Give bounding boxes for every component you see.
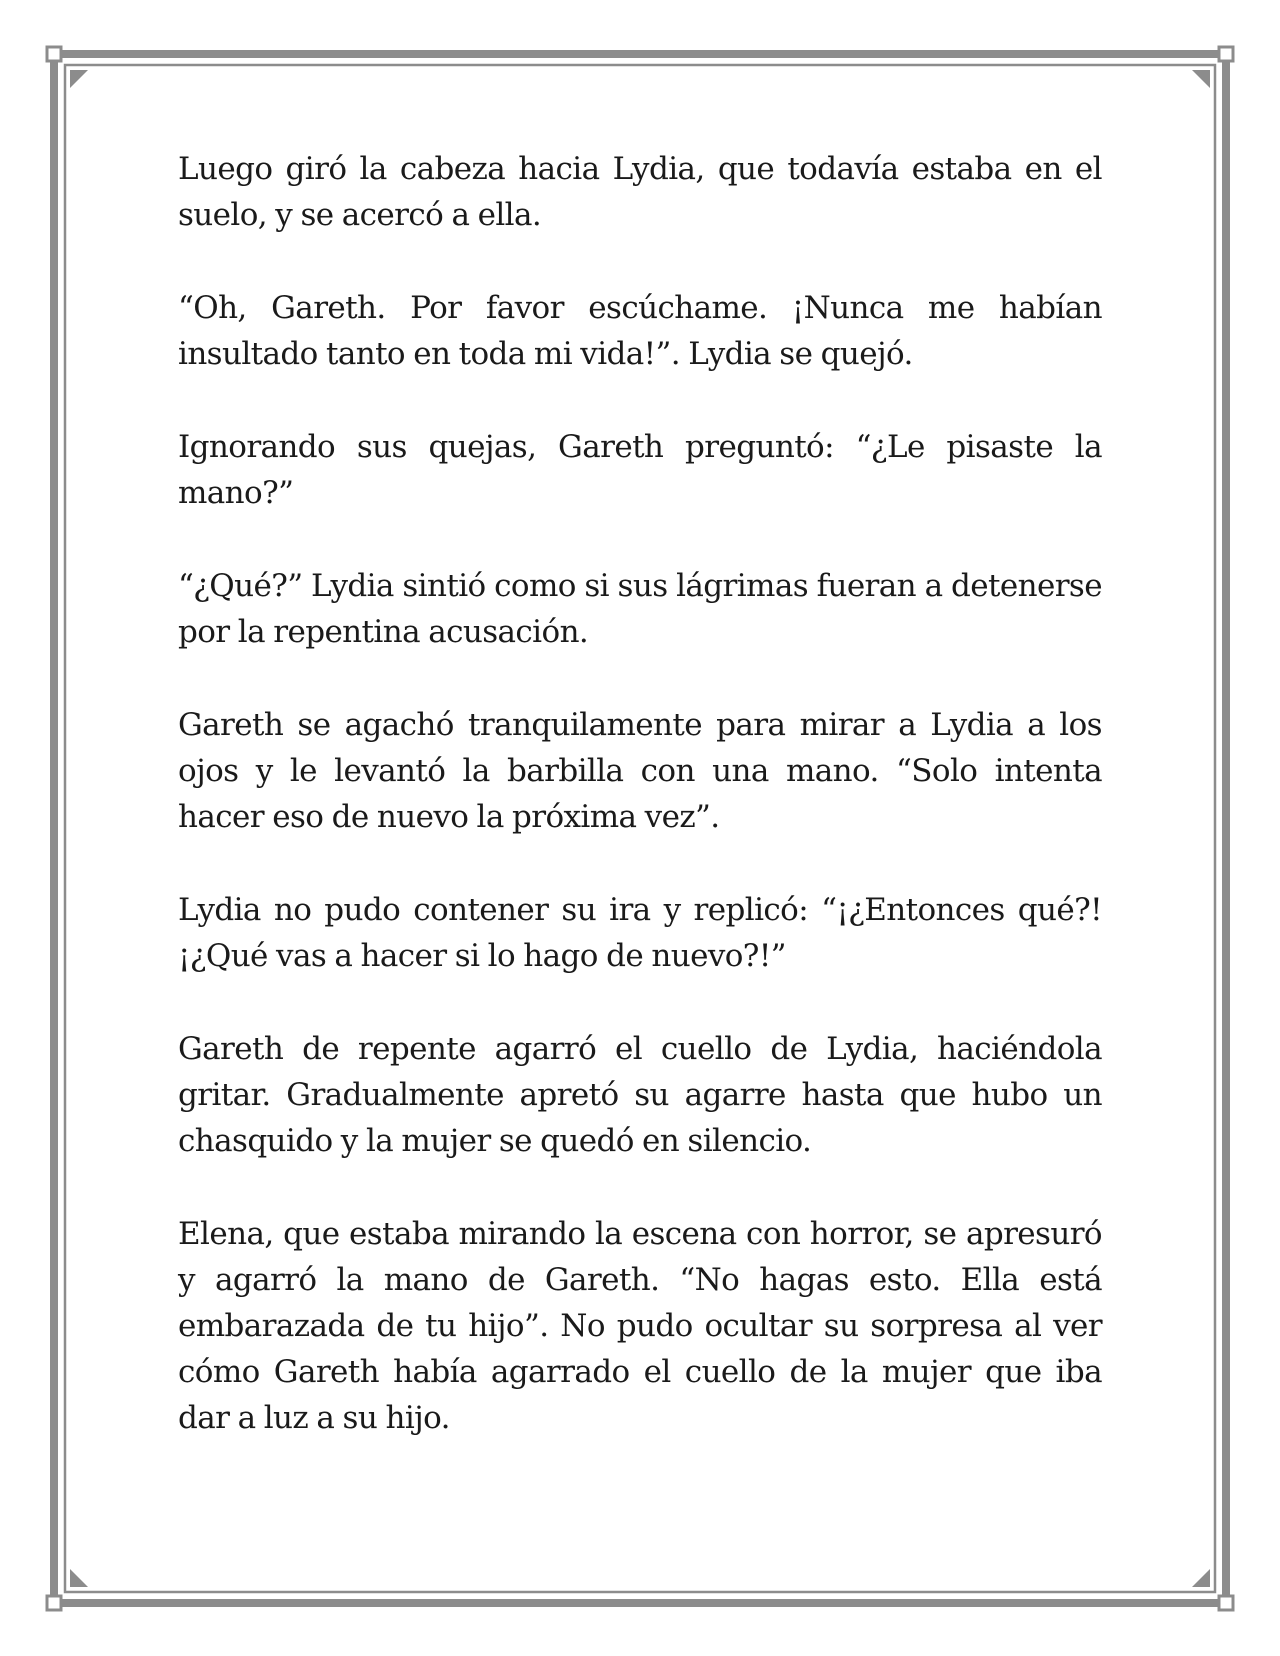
corner-ornament-bottom-left <box>47 1596 61 1610</box>
paragraph: “Oh, Gareth. Por favor escúchame. ¡Nunca me habían insultado tanto en toda mi vida!”. Lydia se quejó. <box>178 290 1102 372</box>
paragraph: Ignorando sus quejas, Gareth preguntó: “¿Le pisaste la mano?” <box>178 429 1102 511</box>
paragraph: Lydia no pudo contener su ira y replicó: “¡¿Entonces qué?! ¡¿Qué vas a hacer si lo hago de nuevo?!” <box>178 892 1102 974</box>
corner-triangle-top-right <box>1192 70 1210 88</box>
corner-ornament-bottom-right <box>1219 1596 1233 1610</box>
page-text <box>178 146 1102 1488</box>
corner-triangle-bottom-right <box>1192 1569 1210 1587</box>
corner-ornament-top-right <box>1219 47 1233 61</box>
paragraph: Gareth de repente agarró el cuello de Lydia, haciéndola gritar. Gradualmente apretó su agarre hasta que hubo un chasquido y la mujer se quedó en silencio. <box>178 1031 1102 1159</box>
paragraph: Gareth se agachó tranquilamente para mirar a Lydia a los ojos y le levantó la barbilla con una mano. “Solo intenta hacer eso de nuevo la próxima vez”. <box>178 707 1102 835</box>
corner-triangle-bottom-left <box>70 1569 88 1587</box>
paragraph: Luego giró la cabeza hacia Lydia, que todavía estaba en el suelo, y se acercó a ella. <box>178 151 1102 233</box>
paragraph: Elena, que estaba mirando la escena con horror, se apresuró y agarró la mano de Gareth. “No hagas esto. Ella está embarazada de tu hijo”. No pudo ocultar su sorpresa al ver cómo Gareth había agarrado el cuello de la mujer que iba dar a luz a su hijo. <box>178 1216 1102 1436</box>
corner-ornament-top-left <box>47 47 61 61</box>
paragraph: “¿Qué?” Lydia sintió como si sus lágrimas fueran a detenerse por la repentina acusación. <box>178 568 1102 650</box>
corner-triangle-top-left <box>70 70 88 88</box>
